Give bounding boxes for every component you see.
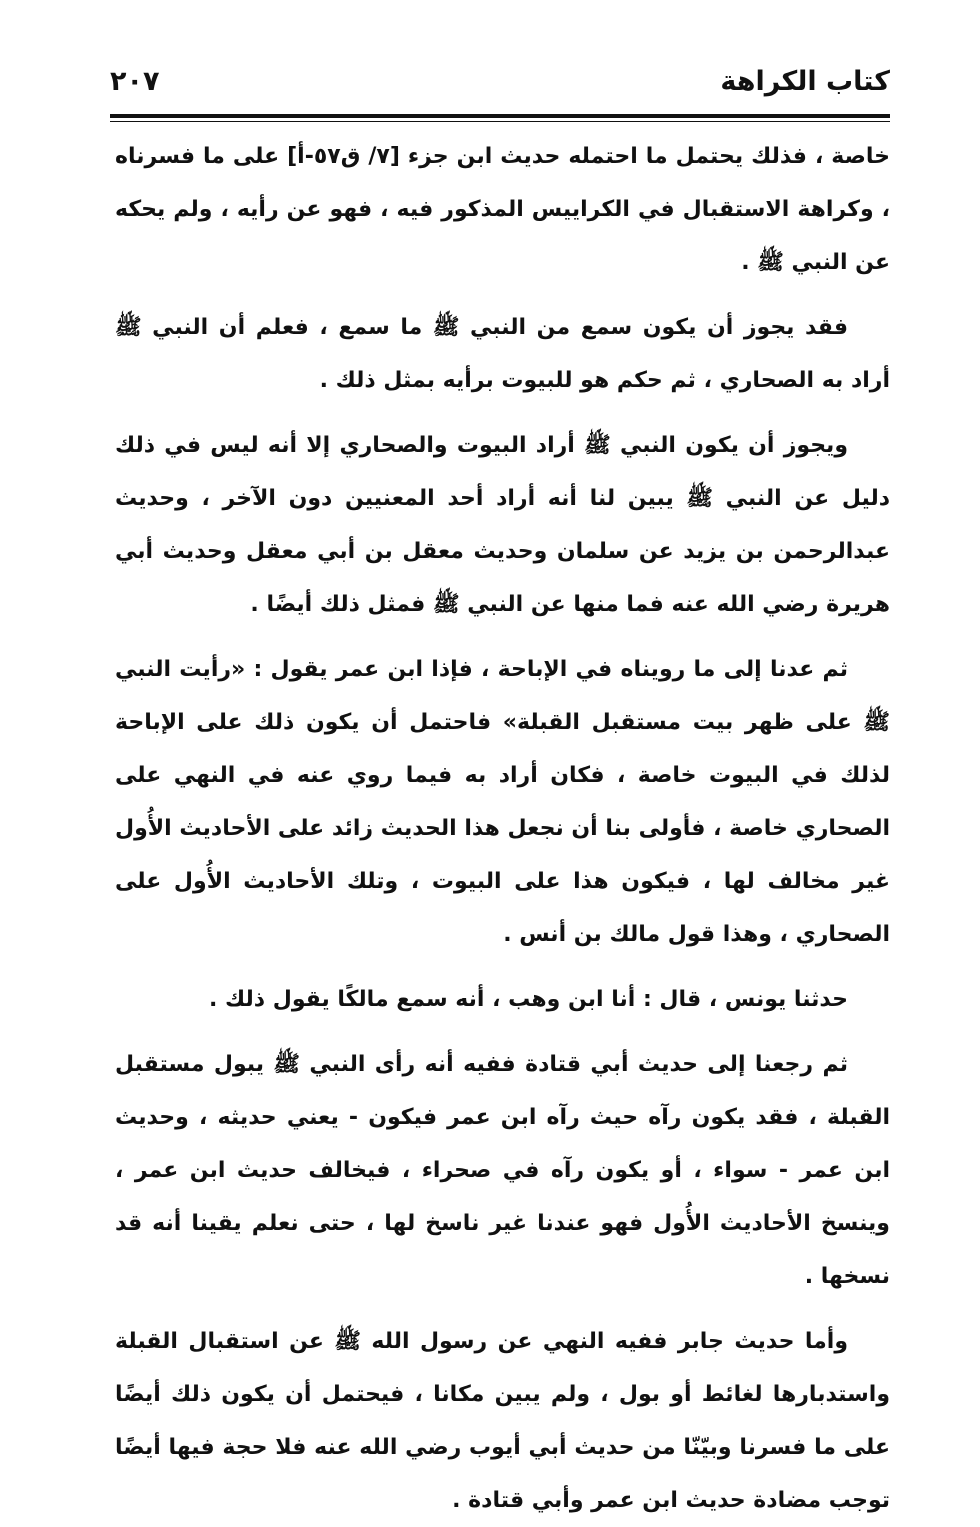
paragraph-3: ويجوز أن يكون النبي ﷺ أراد البيوت والصحاري إلا أنه ليس في ذلك دليل عن النبي ﷺ يبين لنا أنه أراد أحد المعنيين دون الآخر ، وحديث عبدالرحمن بن يزيد عن سلمان وحديث معقل بن أبي معقل وحديث أبي هريرة رضي الله عنه فما منها عن النبي ﷺ فمثل ذلك أيضًا . xyxy=(115,433,890,617)
paragraph-6: ثم رجعنا إلى حديث أبي قتادة ففيه أنه رأى النبي ﷺ يبول مستقبل القبلة ، فقد يكون رآه حيث رآه ابن عمر فيكون - يعني حديثه ، وحديث ابن عمر - سواء ، أو يكون رآه في صحراء ، فيخالف حديث ابن عمر ، وينسخ الأحاديث الأُول فهو عندنا غير ناسخ لها ، حتى نعلم يقينا أنه قد نسخها . xyxy=(115,1052,890,1289)
paragraph-7: وأما حديث جابر ففيه النهي عن رسول الله ﷺ عن استقبال القبلة واستدبارها لغائط أو بول ، ولم يبين مكانا ، فيحتمل أن يكون ذلك أيضًا على ما فسرنا وبيّنّا من حديث أبي أيوب رضي الله عنه فلا حجة فيها أيضًا توجب مضادة حديث ابن عمر وأبي قتادة . xyxy=(115,1329,890,1513)
paragraph-4: ثم عدنا إلى ما رويناه في الإباحة ، فإذا ابن عمر يقول : «رأيت النبي ﷺ على ظهر بيت مستقبل القبلة» فاحتمل أن يكون ذلك على الإباحة لذلك في البيوت خاصة ، فكان أراد به فيما روي عنه في النهي على الصحاري خاصة ، فأولى بنا أن نجعل هذا الحديث زائد على الأحاديث الأُول غير مخالف لها ، فيكون هذا على البيوت ، وتلك الأحاديث الأُول على الصحاري ، وهذا قول مالك بن أنس . xyxy=(115,657,890,947)
header-divider-thin xyxy=(110,121,890,122)
chapter-title: كتاب الكراهة xyxy=(720,66,890,97)
header-divider-thick xyxy=(110,114,890,118)
paragraph-2: فقد يجوز أن يكون سمع من النبي ﷺ ما سمع ، فعلم أن النبي ﷺ أراد به الصحاري ، ثم حكم هو للبيوت برأيه بمثل ذلك . xyxy=(115,315,890,393)
paragraph-1: خاصة ، فذلك يحتمل ما احتمله حديث ابن جزء [٧/ ق٥٧-أ] على ما فسرناه ، وكراهة الاستقبال في الكراييس المذكور فيه ، فهو عن رأيه ، ولم يحكه عن النبي ﷺ . xyxy=(115,144,891,275)
page-number: ٢٠٧ xyxy=(110,66,160,97)
paragraph-5: حدثنا يونس ، قال : أنا ابن وهب ، أنه سمع مالكًا يقول ذلك . xyxy=(209,987,848,1012)
page-header xyxy=(110,62,890,112)
body-text xyxy=(115,130,890,1527)
